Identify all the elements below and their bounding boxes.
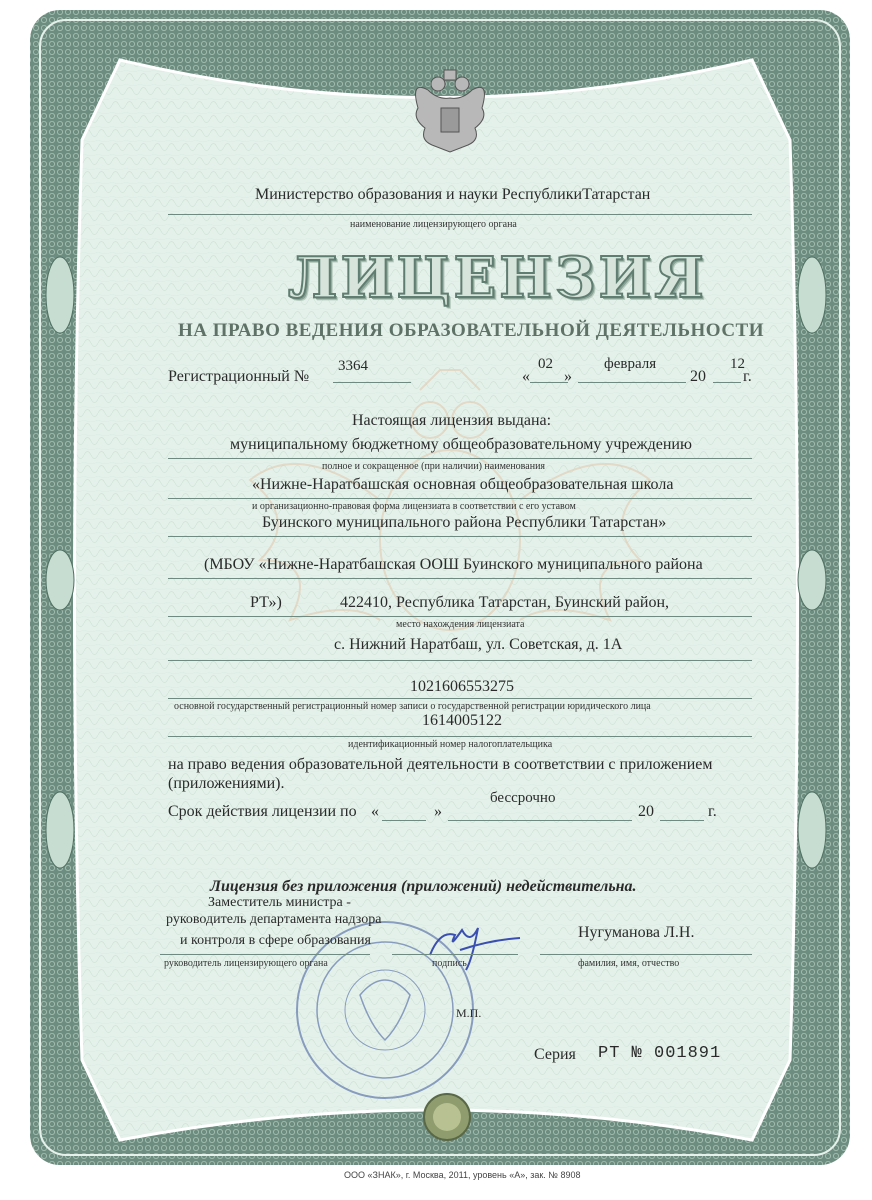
validity-year-prefix: 20 (638, 803, 654, 820)
signatory-title-1: Заместитель министра - (208, 895, 351, 910)
licensee-caption-1: полное и сокращенное (при наличии) наименования (322, 461, 546, 472)
licensee-caption-2: и организационно-правовая форма лицензиата в соответствии с его уставом (252, 501, 576, 512)
licensee-underline-2 (168, 498, 752, 499)
right-line-1: на право ведения образовательной деятельности в соответствии с приложением (168, 756, 713, 773)
registration-label: Регистрационный № (168, 368, 310, 385)
signatory-title-2: руководитель департамента надзора (166, 912, 382, 927)
signature-caption: подпись (432, 958, 467, 969)
address-underline-1 (168, 616, 752, 617)
signature-underline (392, 954, 518, 955)
day-underline (530, 382, 568, 383)
licensee-line-5a: РТ») (250, 594, 282, 611)
validity-month-underline (448, 820, 632, 821)
validity-year-underline (660, 820, 704, 821)
signatory-title-3: и контроля в сфере образования (180, 933, 371, 948)
validity-quote-close: » (434, 803, 442, 820)
seal-mark: М.П. (456, 1006, 482, 1020)
authority-caption: наименование лицензирующего органа (350, 219, 517, 230)
year-underline (713, 382, 741, 383)
registration-number: 3364 (338, 358, 368, 374)
issued-heading: Настоящая лицензия выдана: (352, 412, 552, 429)
ogrn-caption: основной государственный регистрационный номер записи о государственной регистрации юридического лица (174, 701, 651, 712)
signatory-name: Нугуманова Л.Н. (578, 924, 695, 941)
licensee-underline-3 (168, 536, 752, 537)
year-suffix: 12 (730, 356, 745, 372)
printer-imprint: ООО «ЗНАК», г. Москва, 2011, уровень «А», зак. № 8908 (344, 1170, 581, 1180)
name-caption: фамилия, имя, отчество (578, 958, 680, 969)
licensee-underline-4 (168, 578, 752, 579)
year-unit: г. (743, 368, 752, 385)
month-underline (578, 382, 686, 383)
year-prefix: 20 (690, 368, 706, 385)
series-label: Серия (534, 1046, 576, 1063)
date-quote-open: « (522, 368, 530, 385)
document-subtitle: НА ПРАВО ВЕДЕНИЯ ОБРАЗОВАТЕЛЬНОЙ ДЕЯТЕЛЬНОСТИ (178, 320, 764, 341)
licensee-underline-1 (168, 458, 752, 459)
licensee-address-2: с. Нижний Наратбаш, ул. Советская, д. 1А (334, 636, 623, 653)
inn-underline (168, 736, 752, 737)
address-caption: место нахождения лицензиата (396, 619, 525, 630)
validity-year-unit: г. (708, 803, 717, 820)
validity-label: Срок действия лицензии по (168, 803, 357, 820)
series-number: 001891 (654, 1044, 722, 1063)
licensee-address-1: 422410, Республика Татарстан, Буинский район, (340, 594, 670, 611)
ogrn-value: 1021606553275 (410, 678, 514, 695)
document-title: ЛИЦЕНЗИЯ (288, 245, 707, 311)
name-underline (540, 954, 752, 955)
registration-day: 02 (538, 356, 553, 372)
licensee-line-3: Буинского муниципального района Республики Татарстан» (262, 514, 667, 531)
validity-quote-open: « (371, 803, 379, 820)
address-underline-2 (168, 660, 752, 661)
series-code: РТ № (598, 1044, 643, 1063)
registration-number-underline (333, 382, 411, 383)
position-caption: руководитель лицензирующего органа (164, 958, 328, 969)
licensee-line-2: «Нижне-Наратбашская основная общеобразовательная школа (252, 476, 674, 493)
validity-day-underline (382, 820, 426, 821)
licensee-line-1: муниципальному бюджетному общеобразовательному учреждению (230, 436, 692, 453)
ogrn-underline (168, 698, 752, 699)
validity-warning: Лицензия без приложения (приложений) недействительна. (210, 878, 637, 895)
authority-underline (168, 214, 752, 215)
inn-caption: идентификационный номер налогоплательщика (348, 739, 553, 750)
position-underline (160, 954, 370, 955)
inn-value: 1614005122 (422, 712, 502, 729)
right-line-2: (приложениями). (168, 775, 285, 792)
licensing-authority-name: Министерство образования и науки РеспубликиТатарстан (255, 186, 651, 203)
registration-month: февраля (604, 356, 657, 372)
date-quote-close: » (564, 368, 572, 385)
licensee-line-4: (МБОУ «Нижне-Наратбашская ООШ Буинского муниципального района (204, 556, 703, 573)
validity-value: бессрочно (490, 790, 556, 806)
